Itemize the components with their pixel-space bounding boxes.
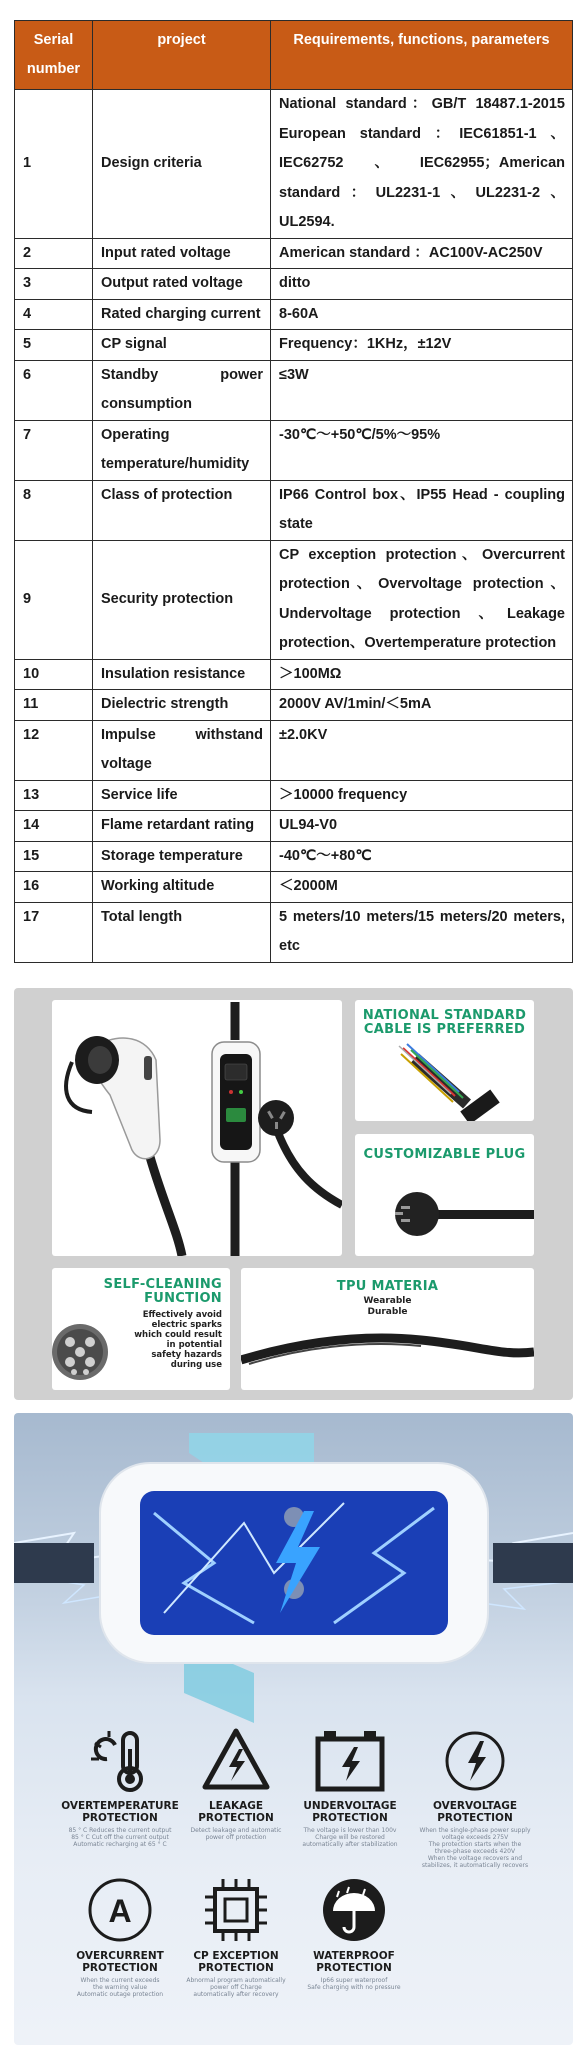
row-value: Frequency：1KHz，±12V bbox=[271, 330, 573, 361]
protection-title: LEAKAGE PROTECTION bbox=[198, 1800, 274, 1824]
row-value: 8-60A bbox=[271, 299, 573, 330]
table-row bbox=[15, 872, 573, 903]
umbrella-icon bbox=[319, 1875, 389, 1945]
charger-lightning-illustration bbox=[14, 1413, 573, 1743]
table-row bbox=[15, 420, 573, 480]
row-project: Service life bbox=[93, 780, 271, 811]
protection-description: Abnormal program automatically power off Charge automatically after recovery bbox=[186, 1977, 286, 1998]
row-number: 1 bbox=[15, 90, 93, 239]
row-project: CP signal bbox=[93, 330, 271, 361]
spec-table bbox=[14, 20, 573, 963]
row-number: 10 bbox=[15, 659, 93, 690]
protection-panel bbox=[14, 1413, 573, 2045]
self-cleaning-title: SELF-CLEANING FUNCTION bbox=[103, 1277, 222, 1306]
row-number: 6 bbox=[15, 360, 93, 420]
thermometer-icon bbox=[85, 1725, 155, 1795]
protection-title: UNDERVOLTAGE PROTECTION bbox=[303, 1800, 397, 1824]
row-project: Total length bbox=[93, 902, 271, 962]
header-requirements: Requirements, functions, parameters bbox=[271, 21, 573, 90]
row-value: ≤3W bbox=[271, 360, 573, 420]
protection-description: When the current exceeds the warning value Automatic outage protection bbox=[76, 1977, 164, 1998]
row-value: -40℃～+80℃ bbox=[271, 841, 573, 872]
row-number: 8 bbox=[15, 480, 93, 540]
table-row bbox=[15, 780, 573, 811]
product-card bbox=[52, 1000, 342, 1256]
national-standard-title: NATIONAL STANDARD CABLE IS PREFERRED bbox=[362, 1008, 527, 1037]
header-serial-number: Serial number bbox=[15, 21, 93, 90]
svg-text:A: A bbox=[108, 1893, 132, 1929]
protection-title: OVERVOLTAGE PROTECTION bbox=[432, 1800, 518, 1824]
protection-title: OVERTEMPERATURE PROTECTION bbox=[61, 1800, 179, 1824]
table-row bbox=[15, 360, 573, 420]
table-row bbox=[15, 238, 573, 269]
table-row bbox=[15, 330, 573, 361]
row-number: 12 bbox=[15, 720, 93, 780]
protection-item-overcurrent bbox=[56, 1875, 184, 1998]
row-value: 5 meters/10 meters/15 meters/20 meters, etc bbox=[271, 902, 573, 962]
spec-table-container bbox=[14, 20, 572, 963]
row-number: 3 bbox=[15, 269, 93, 300]
table-row bbox=[15, 811, 573, 842]
row-project: Dielectric strength bbox=[93, 690, 271, 721]
row-project: Impulse withstand voltage bbox=[93, 720, 271, 780]
tpu-description: Wearable Durable bbox=[363, 1296, 412, 1317]
table-row bbox=[15, 690, 573, 721]
table-row bbox=[15, 841, 573, 872]
protection-description: When the single-phase power supply voltage exceeds 275V The protection starts when the three-phase exceeds 420V When the voltage recovers and stabilizes, it automatically recovers bbox=[419, 1827, 531, 1869]
protection-title: WATERPROOF PROTECTION bbox=[313, 1950, 395, 1974]
row-project: Output rated voltage bbox=[93, 269, 271, 300]
protection-description: Ip66 super waterproof Safe charging with no pressure bbox=[307, 1977, 401, 1991]
protection-item-cp-exception bbox=[172, 1875, 300, 1998]
row-value: -30℃～+50℃/5%～95% bbox=[271, 420, 573, 480]
row-number: 14 bbox=[15, 811, 93, 842]
row-number: 9 bbox=[15, 540, 93, 659]
row-value: National standard：GB/T 18487.1-2015 European standard ：IEC61851-1 、IEC62752、IEC62955；American standard：UL2231-1、UL2231-2、UL2594. bbox=[271, 90, 573, 239]
table-row bbox=[15, 540, 573, 659]
warning-triangle-icon bbox=[201, 1725, 271, 1795]
tpu-title: TPU MATERIA bbox=[336, 1279, 439, 1294]
row-number: 4 bbox=[15, 299, 93, 330]
row-number: 16 bbox=[15, 872, 93, 903]
row-value: ±2.0KV bbox=[271, 720, 573, 780]
protection-item-overtemperature bbox=[56, 1725, 184, 1848]
row-value: IP66 Control box、IP55 Head - coupling state bbox=[271, 480, 573, 540]
ev-charger-illustration bbox=[52, 1000, 342, 1256]
cable-coil-icon bbox=[241, 1268, 534, 1390]
row-number: 5 bbox=[15, 330, 93, 361]
table-row bbox=[15, 659, 573, 690]
row-project: Operating temperature/humidity bbox=[93, 420, 271, 480]
protection-title: OVERCURRENT PROTECTION bbox=[76, 1950, 164, 1974]
row-value: CP exception protection、Overcurrent protection、Overvoltage protection、Undervoltage protection 、Leakage protection、Overtemperature protection bbox=[271, 540, 573, 659]
chip-icon bbox=[201, 1875, 271, 1945]
table-row bbox=[15, 269, 573, 300]
row-number: 7 bbox=[15, 420, 93, 480]
plug-card bbox=[355, 1134, 534, 1256]
row-number: 11 bbox=[15, 690, 93, 721]
header-project: project bbox=[93, 21, 271, 90]
self-cleaning-card bbox=[52, 1268, 230, 1390]
row-project: Input rated voltage bbox=[93, 238, 271, 269]
protection-item-waterproof bbox=[290, 1875, 418, 1991]
row-value: ＞100MΩ bbox=[271, 659, 573, 690]
table-row bbox=[15, 299, 573, 330]
row-project: Rated charging current bbox=[93, 299, 271, 330]
table-row bbox=[15, 480, 573, 540]
ampere-icon bbox=[85, 1875, 155, 1945]
protection-description: 85 ° C Reduces the current output 85 ° C Cut off the current output Automatic recharging at 65 ° C bbox=[68, 1827, 172, 1848]
feature-panel bbox=[14, 988, 573, 1400]
row-value: American standard ：AC100V-AC250V bbox=[271, 238, 573, 269]
protection-item-leakage bbox=[172, 1725, 300, 1841]
cable-cross-section-icon bbox=[355, 1000, 534, 1121]
tpu-card bbox=[241, 1268, 534, 1390]
row-number: 13 bbox=[15, 780, 93, 811]
row-project: Insulation resistance bbox=[93, 659, 271, 690]
battery-bolt-icon bbox=[312, 1725, 388, 1795]
table-header-row bbox=[15, 21, 573, 90]
table-row bbox=[15, 720, 573, 780]
row-number: 15 bbox=[15, 841, 93, 872]
power-bolt-icon bbox=[440, 1725, 510, 1795]
table-row bbox=[15, 90, 573, 239]
row-value: 2000V AV/1min/＜5mA bbox=[271, 690, 573, 721]
row-value: ＜2000M bbox=[271, 872, 573, 903]
row-project: Storage temperature bbox=[93, 841, 271, 872]
row-number: 2 bbox=[15, 238, 93, 269]
protection-title: CP EXCEPTION PROTECTION bbox=[193, 1950, 279, 1974]
protection-item-undervoltage bbox=[286, 1725, 414, 1848]
row-project: Design criteria bbox=[93, 90, 271, 239]
protection-description: The voltage is lower than 100v Charge will be restored automatically after stabilization bbox=[302, 1827, 398, 1848]
customizable-plug-title: CUSTOMIZABLE PLUG bbox=[363, 1147, 526, 1162]
row-value: ditto bbox=[271, 269, 573, 300]
row-value: ＞10000 frequency bbox=[271, 780, 573, 811]
row-project: Security protection bbox=[93, 540, 271, 659]
row-project: Class of protection bbox=[93, 480, 271, 540]
protection-description: Detect leakage and automatic power off protection bbox=[190, 1827, 282, 1841]
row-project: Standby power consumption bbox=[93, 360, 271, 420]
row-number: 17 bbox=[15, 902, 93, 962]
plug-icon bbox=[355, 1134, 534, 1256]
self-cleaning-description: Effectively avoid electric sparks which could result in potential safety hazards during use bbox=[134, 1310, 222, 1370]
row-project: Flame retardant rating bbox=[93, 811, 271, 842]
row-value: UL94-V0 bbox=[271, 811, 573, 842]
table-row bbox=[15, 902, 573, 962]
protection-item-overvoltage bbox=[411, 1725, 539, 1869]
connector-face-icon bbox=[52, 1318, 112, 1388]
cable-card bbox=[355, 1000, 534, 1121]
row-project: Working altitude bbox=[93, 872, 271, 903]
